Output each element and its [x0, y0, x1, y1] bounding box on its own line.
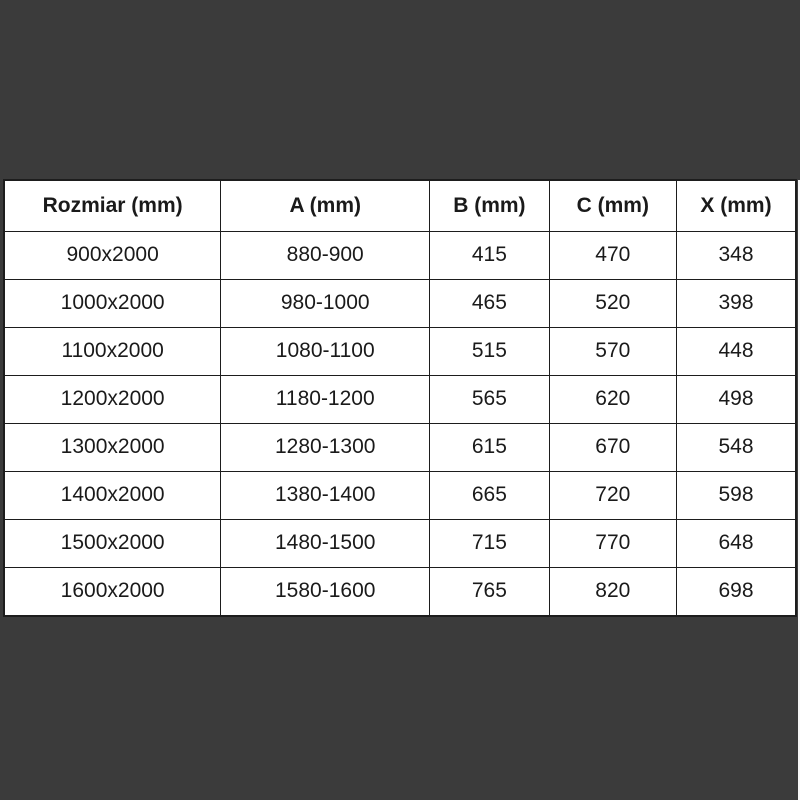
table-cell: 1480-1500 [221, 519, 430, 567]
table-cell: 665 [430, 471, 549, 519]
table-cell: 620 [549, 375, 676, 423]
spec-table-container [3, 179, 797, 617]
table-cell: 1080-1100 [221, 327, 430, 375]
table-row [4, 567, 796, 616]
table-cell: 1180-1200 [221, 375, 430, 423]
table-cell: 548 [677, 423, 797, 471]
table-cell: 900x2000 [4, 232, 221, 280]
table-cell: 415 [430, 232, 549, 280]
table-cell: 498 [677, 375, 797, 423]
table-cell: 465 [430, 279, 549, 327]
column-header-x: X (mm) [677, 180, 797, 232]
table-cell: 770 [549, 519, 676, 567]
table-cell: 1600x2000 [4, 567, 221, 616]
table-cell: 820 [549, 567, 676, 616]
table-cell: 598 [677, 471, 797, 519]
size-spec-table [3, 179, 797, 617]
table-cell: 565 [430, 375, 549, 423]
table-row [4, 232, 796, 280]
table-cell: 880-900 [221, 232, 430, 280]
table-cell: 698 [677, 567, 797, 616]
header-row [4, 180, 796, 232]
table-cell: 1200x2000 [4, 375, 221, 423]
table-cell: 1000x2000 [4, 279, 221, 327]
table-row [4, 471, 796, 519]
table-cell: 720 [549, 471, 676, 519]
table-row [4, 327, 796, 375]
column-header-a: A (mm) [221, 180, 430, 232]
table-cell: 520 [549, 279, 676, 327]
table-cell: 1580-1600 [221, 567, 430, 616]
table-row [4, 279, 796, 327]
table-cell: 470 [549, 232, 676, 280]
table-row [4, 423, 796, 471]
table-cell: 765 [430, 567, 549, 616]
table-cell: 1500x2000 [4, 519, 221, 567]
table-cell: 570 [549, 327, 676, 375]
column-header-c: C (mm) [549, 180, 676, 232]
table-cell: 348 [677, 232, 797, 280]
table-cell: 1100x2000 [4, 327, 221, 375]
table-cell: 1380-1400 [221, 471, 430, 519]
table-cell: 515 [430, 327, 549, 375]
table-cell: 615 [430, 423, 549, 471]
table-cell: 398 [677, 279, 797, 327]
table-cell: 670 [549, 423, 676, 471]
table-row [4, 375, 796, 423]
table-row [4, 519, 796, 567]
table-cell: 1400x2000 [4, 471, 221, 519]
column-header-b: B (mm) [430, 180, 549, 232]
table-cell: 1300x2000 [4, 423, 221, 471]
table-cell: 980-1000 [221, 279, 430, 327]
table-cell: 715 [430, 519, 549, 567]
table-cell: 448 [677, 327, 797, 375]
column-header-rozmiar: Rozmiar (mm) [4, 180, 221, 232]
table-cell: 648 [677, 519, 797, 567]
table-cell: 1280-1300 [221, 423, 430, 471]
